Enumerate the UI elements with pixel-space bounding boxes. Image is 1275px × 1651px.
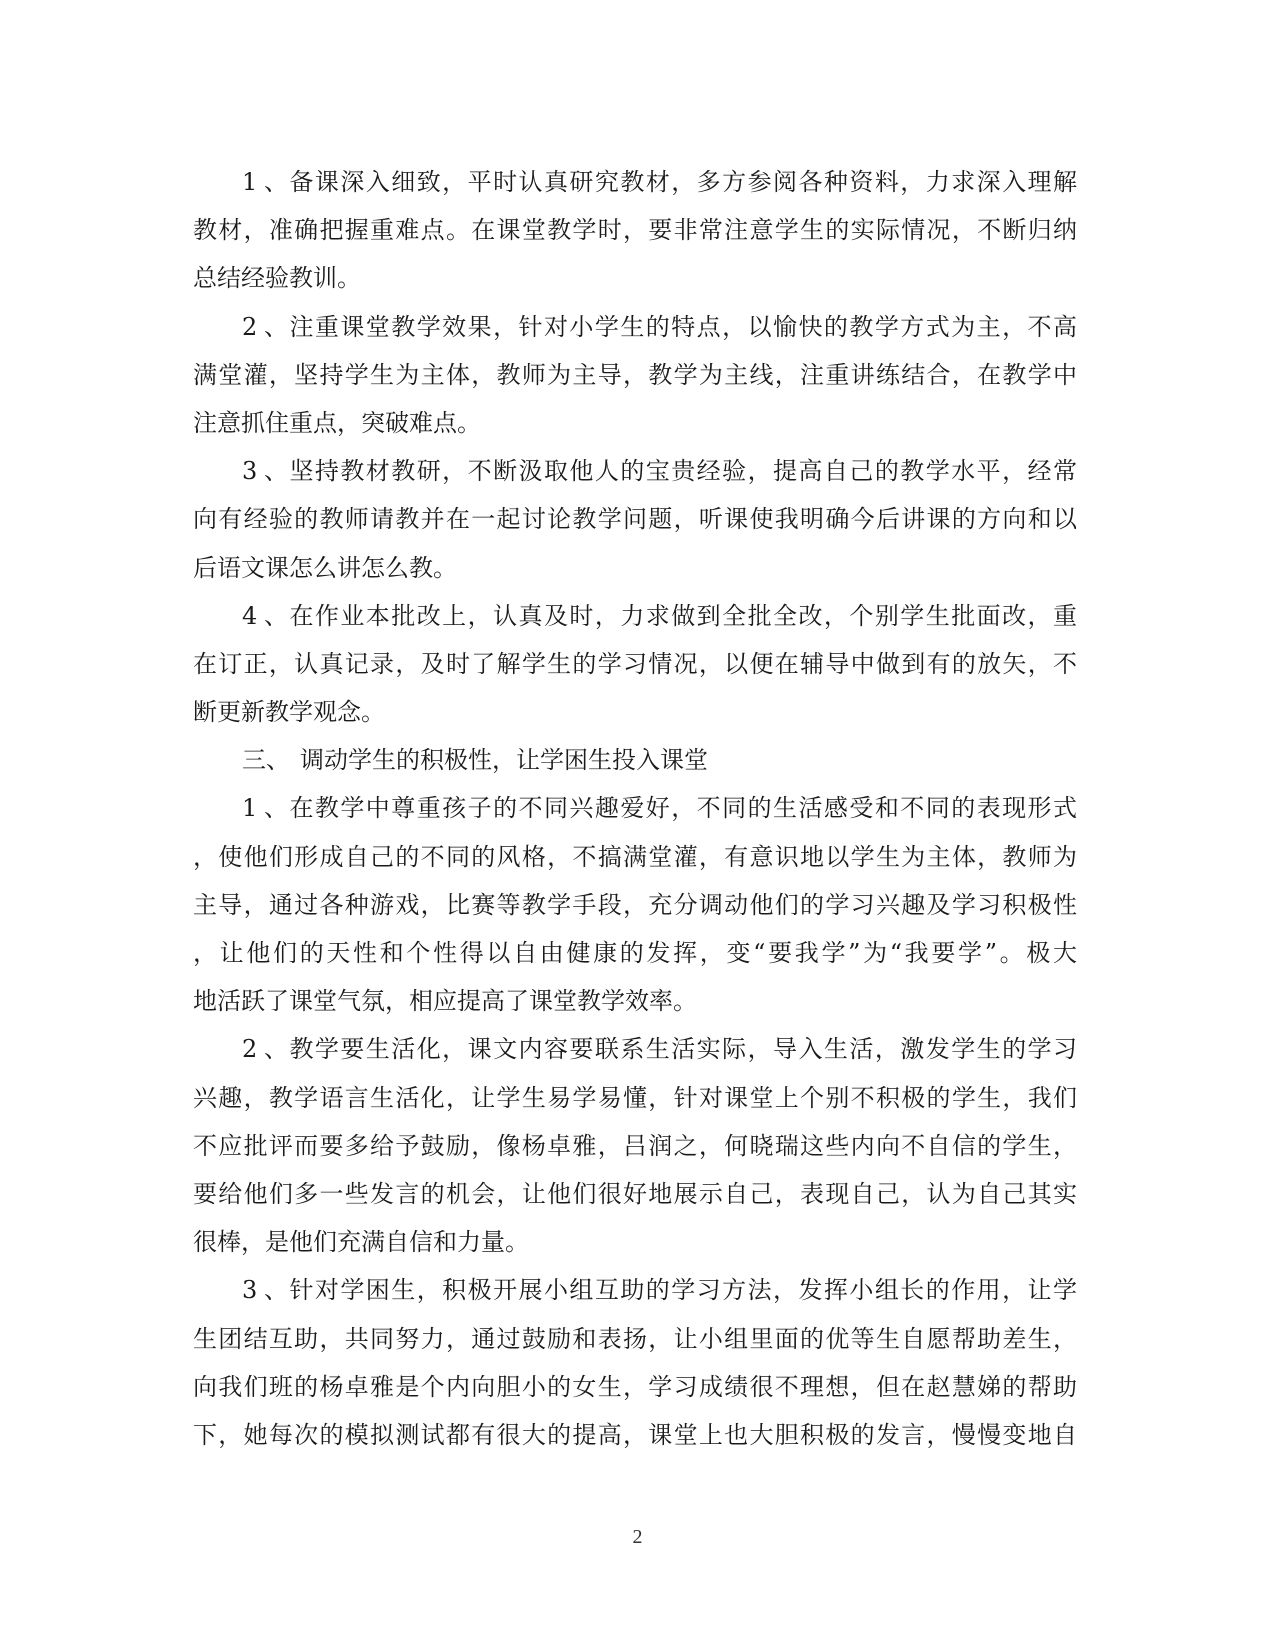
section-heading (193, 736, 1077, 784)
paragraph-2-line-3: 注意抓住重点，突破难点。 (193, 408, 481, 437)
list-number: 4、 (242, 601, 288, 630)
list-number: 2、 (242, 1035, 288, 1064)
line-text: 教学要生活化，课文内容要联系生活实际，导入生活，激发学生的学习 (288, 1035, 1077, 1064)
line-text: 针对学困生，积极开展小组互助的学习方法，发挥小组长的作用，让学 (288, 1276, 1077, 1305)
list-number: 3、 (242, 457, 288, 486)
paragraph-5-line-2: ，使他们形成自己的不同的风格，不搞满堂灌，有意识地以学生为主体，教师为 (193, 842, 1077, 871)
paragraph-1-line-1 (193, 158, 1077, 206)
paragraph-7-line-3: 向我们班的杨卓雅是个内向胆小的女生，学习成绩很不理想，但在赵慧娣的帮助 (193, 1372, 1077, 1401)
section-title: 调动学生的积极性，让学困生投入课堂 (300, 746, 708, 775)
line-text: 在作业本批改上，认真及时，力求做到全批全改，个别学生批面改，重 (288, 601, 1077, 630)
paragraph-4-line-1 (193, 592, 1077, 640)
paragraph-6-line-3: 不应批评而要多给予鼓励，像杨卓雅，吕润之，何晓瑞这些内向不自信的学生， (193, 1131, 1077, 1160)
paragraph-5-line-1 (193, 784, 1077, 832)
paragraph-2-line-1 (193, 303, 1077, 351)
paragraph-4-line-2: 在订正，认真记录，及时了解学生的学习情况，以便在辅导中做到有的放矢，不 (193, 649, 1077, 678)
paragraph-7-line-1 (193, 1266, 1077, 1314)
paragraph-7-line-2: 生团结互助，共同努力，通过鼓励和表扬，让小组里面的优等生自愿帮助差生， (193, 1324, 1077, 1353)
paragraph-3-line-2: 向有经验的教师请教并在一起讨论教学问题，听课使我明确今后讲课的方向和以 (193, 505, 1077, 534)
line-text: 备课深入细致，平时认真研究教材，多方参阅各种资料，力求深入理解 (288, 168, 1077, 196)
list-number: 2、 (242, 312, 288, 341)
paragraph-3-line-1 (193, 447, 1077, 495)
paragraph-3-line-3: 后语文课怎么讲怎么教。 (193, 553, 457, 582)
list-number: 3、 (242, 1276, 288, 1305)
paragraph-7-line-4: 下，她每次的模拟测试都有很大的提高，课堂上也大胆积极的发言，慢慢变地自 (193, 1420, 1077, 1449)
paragraph-5-line-3: 主导，通过各种游戏，比赛等教学手段，充分调动他们的学习兴趣及学习积极性 (193, 890, 1077, 919)
paragraph-1-line-2: 教材，准确把握重难点。在课堂教学时，要非常注意学生的实际情况，不断归纳 (193, 216, 1077, 245)
paragraph-6-line-5: 很棒，是他们充满自信和力量。 (193, 1228, 529, 1257)
line-text: 注重课堂教学效果，针对小学生的特点，以愉快的教学方式为主，不高 (288, 312, 1077, 341)
line-text: 在教学中尊重孩子的不同兴趣爱好，不同的生活感受和不同的表现形式 (288, 794, 1077, 823)
paragraph-6-line-1 (193, 1025, 1077, 1073)
paragraph-2-line-2: 满堂灌，坚持学生为主体，教师为主导，教学为主线，注重讲练结合，在教学中 (193, 360, 1077, 389)
page-number: 2 (632, 1526, 643, 1548)
body-text (193, 158, 1077, 1459)
section-number: 三、 (242, 746, 290, 775)
list-number: 1、 (242, 794, 288, 823)
line-text: 坚持教材教研，不断汲取他人的宝贵经验，提高自己的教学水平，经常 (288, 457, 1077, 486)
paragraph-5-line-4: ，让他们的天性和个性得以自由健康的发挥，变“要我学”为“我要学”。极大 (193, 939, 1077, 967)
paragraph-6-line-4: 要给他们多一些发言的机会，让他们很好地展示自己，表现自己，认为自己其实 (193, 1179, 1077, 1208)
paragraph-6-line-2: 兴趣，教学语言生活化，让学生易学易懂，针对课堂上个别不积极的学生，我们 (193, 1083, 1077, 1112)
list-number: 1、 (242, 168, 288, 196)
paragraph-4-line-3: 断更新教学观念。 (193, 698, 385, 727)
paragraph-1-line-3: 总结经验教训。 (193, 264, 361, 293)
paragraph-5-line-5: 地活跃了课堂气氛，相应提高了课堂教学效率。 (193, 987, 697, 1016)
